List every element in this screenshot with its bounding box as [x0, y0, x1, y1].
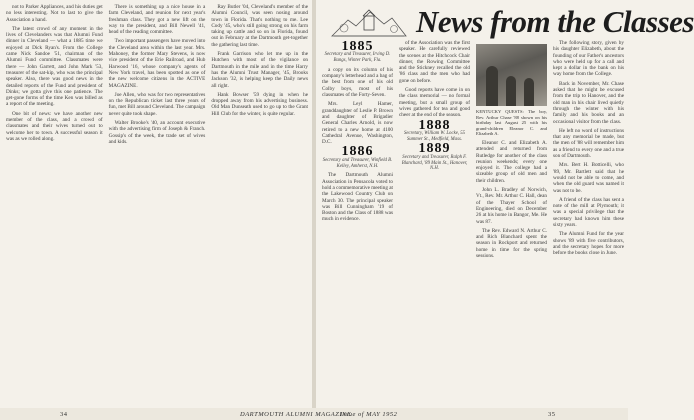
right-column-2 [399, 40, 470, 408]
left-page [0, 0, 312, 408]
right-page [316, 0, 694, 408]
left-column-1 [6, 4, 103, 408]
secretary-line: Secretary and Treasurer, Winfield B. Kelley, Amherst, N.H. [322, 157, 393, 169]
secretary-line: Secretary, William W. Locke, 55 Summer St., Medfield, Mass. [403, 130, 466, 142]
campus-vignette-illustration [330, 2, 408, 38]
article-paragraph: Frank Garrison who let me up in the Hutchen with most of the vigilance on Dartmouth in the mile and in the time Harry has the Alumni Trust Manager, '45, Brooks Jackson '32, is helping keep the Daily news all right. [211, 51, 309, 89]
article-paragraph: He left no word of instructions that any memorial be made, but the men of '88 will remember him as a friend to every one and a true son of Dartmouth. [553, 127, 624, 160]
right-column-4 [553, 40, 624, 408]
publication-title: DARTMOUTH ALUMNI MAGAZINE [240, 411, 352, 418]
article-paragraph: Walter Brooke's '40, an account executive with the advertising firm of Joseph & Franch. Gossip's of the week, the trade set of wives and kids. [108, 120, 206, 145]
article-paragraph: The Alumni Fund for the year shows '89 with five contributors, and the secretary hopes for more before the books close in June. [553, 231, 624, 257]
right-page-number: 35 [548, 411, 556, 418]
article-paragraph: Mrs. Bert H. Botticelli, who '89, Mr. Bartlett said that he would not be able to come, and when the old guard was named it was not to be. [553, 162, 624, 194]
article-paragraph: Joe Allen, who was for two representatives on the Republican ticket last three years of fun, met Bill around Cleveland. The campaign never quite took shape. [108, 91, 206, 117]
photo-figure [506, 76, 516, 106]
article-paragraph: Mrs. Leyl Hamer, granddaughter of Leslie P. Brown and daughter of Brigadier General Charles Arnold, is now retired to a new home at 4100 Cathedral Avenue, Washington, D.C. [322, 101, 393, 146]
article-paragraph: Two important passengers have moved into the Cleveland area within the last year. Mrs. Mahoney, the former Mary Stevens, is now vice president of the Erie Railroad, and Hub Harwood '16, whose company's agents of New York travel, has been spotted as one of the new welcome citizens in the ACTIVE MAGAZINE. [108, 38, 206, 89]
class-year-heading: 1885 [341, 39, 374, 54]
footer-left [0, 409, 352, 420]
article-paragraph: Good reports have come in on the class memorial — no formal meeting, but a small group of wives gathered for tea and good cheer at the end of the season. [399, 87, 470, 119]
article-paragraph: The following story, given by his daughter Elizabeth, about the founding of our Father's ancestors who were held up for a call and kept a dollar in the bank on his way home from the College. [553, 40, 624, 78]
right-column-3 [476, 40, 547, 408]
article-paragraph: John L. Bradley of Norwich, Vt., Rev. Mr. Arthur C. Hall, dean of the Thayer School of Engineering, died on December 26 at his home in Bangor, Me. He was 87. [476, 187, 547, 225]
article-paragraph: There is something up a nice house in a farm Cleveland, and reunion for next year's freshman class. They got a new lift on the way to the president, and Bill Newell '41, head of the reading committee. [108, 4, 206, 36]
article-paragraph: not to Parker Appliances, and his duties get no less interesting. Not to last to give the Association a hand. [6, 4, 103, 23]
secretary-line: Secretary and Treasurer, Ralph F. Blanchard, '89 Main St., Hanover, N.H. [401, 154, 468, 172]
article-paragraph: The Rev. Edward N. Arthur C. and Rich Blanchard spent the season in Rockport and returned home in time for the spring sessions. [476, 227, 547, 260]
left-column-2 [109, 4, 206, 408]
article-paragraph: of the Association was the first speaker. He carefully reviewed the scenes at the Hitchcock Chair dinner, the Rowing Committee and the Stickney recalled the old '86 class and the men who had gone on before. [399, 40, 470, 84]
issue-line: Issue of MAY 1952 [340, 411, 398, 418]
article-paragraph: Back in November, Mr. Chase asked that he might be excused from the trip to Hanover, and the old man in his chair lived quietly through the winter with his family and his books and an occasional visitor from the class. [553, 80, 624, 125]
class-year-heading: 1888 [418, 117, 451, 133]
article-paragraph: One bit of news: we have another new member of the class, and a crowd of classmates and their wives turned out to welcome her to town. A successful season it was as we rolled along. [6, 110, 103, 142]
footer-right [316, 409, 628, 420]
article-paragraph: Ray Butler '04, Cleveland's member of the Alumni Council, was seen nosing around town in Florida. That's nothing to me. Lee Cody '45, who's still going strong on his farm taking up cattle and so on in Florida, found out in February at the Dartmouth get-together the gathering last time. [211, 4, 309, 48]
article-paragraph: Eleanor C. and Elizabeth A. attended and returned from Rutledge for another of the class reunion weekends; every one enjoyed it. The college had a sizeable group of old men and their children. [476, 139, 547, 184]
article-paragraph: A friend of the class has sent a note of the mill at Plymouth; it was a special privilege that the secretary had known him these sixty years. [553, 196, 624, 229]
class-photo [476, 44, 547, 106]
article-paragraph: a copy on its column of his company's letterhead and a bag of the best from one of his old Colby boys, most of his classmates of the Forty-Seven. [322, 66, 393, 99]
class-year-heading: 1886 [341, 144, 374, 160]
right-column-1 [322, 40, 393, 408]
secretary-line: Secretary and Treasurer, Irving D. Bangs, Winter Park, Fla. [324, 52, 391, 64]
masthead-title: News from the Classes [416, 4, 694, 39]
left-column-3 [211, 4, 308, 408]
photo-figure [524, 78, 534, 106]
article-paragraph: The Dartmouth Alumni Association in Pensacola voted to hold a commemorative meeting at the Lakewood Country Club on March 30. The principal speaker was Bill Cunningham '19 of Boston and the Class of 1888 was much in evidence. [322, 172, 393, 223]
article-paragraph: Hank Bowser '59 dying in when he dropped away from his advertising business. Old Man Dunseath used to go up to the Grant Hill Club for the winter, is quite regular. [211, 91, 309, 117]
left-page-number: 34 [60, 411, 68, 418]
article-paragraph: The latest crowd of any moment in the lives of Clevelanders was that Alumni Fund dinner in Cleveland — what a 1885 time we enjoyed at Dick Ryan's. From the College came Nick Sandoe '51, chairman of the Alumni Fund committee. Classmates were there — John Garrett, and John Mark '53, treasurer of the sat-kip, who was the principal speaker. Also, there was good news in the detailed reports of the Fund and president of Dinks; we gotta give this one patience. The get-gone forms of the time Ken was billed as a report of the meeting. [6, 25, 103, 108]
photo-caption: KENTUCKY QUESTS: The boy, Rev. Arthur Chase '88 shown on his birthday last August 25 with his grand-children Eleanor C. and Elizabeth A. [476, 109, 547, 137]
photo-figure [486, 66, 498, 106]
class-year-heading: 1889 [418, 141, 451, 157]
